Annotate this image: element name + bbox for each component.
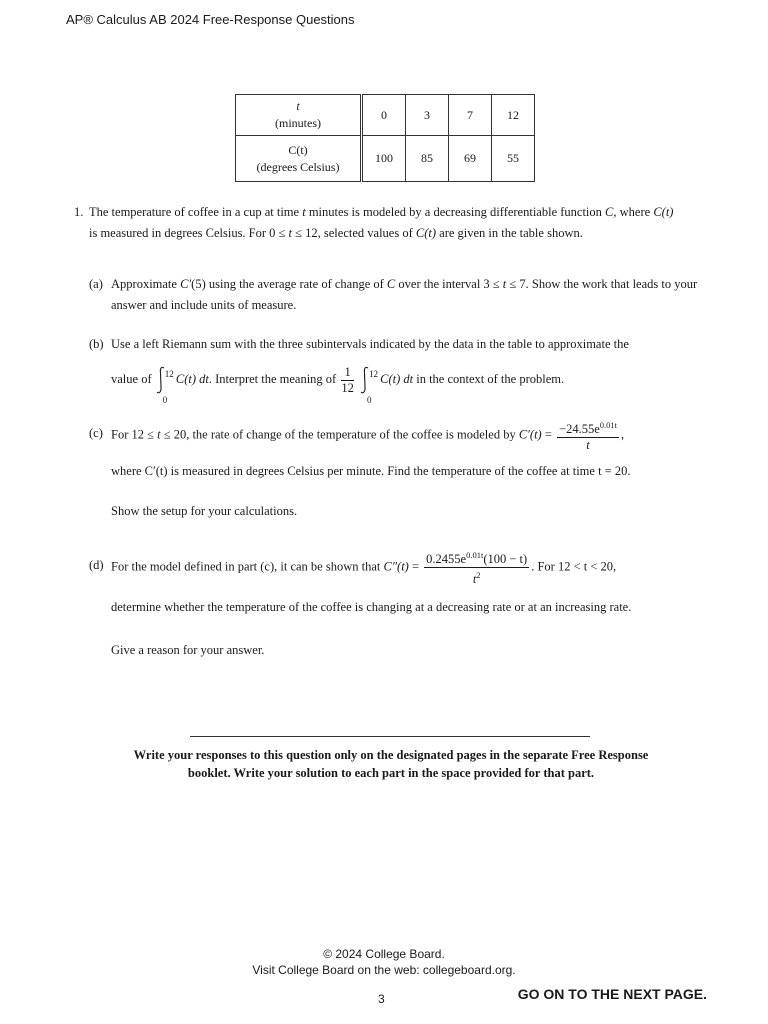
- part-c-line3: Show the setup for your calculations.: [111, 504, 298, 518]
- part-c-text: For 12 ≤ t ≤ 20, the rate of change of the temperature of the coffee is modeled by C′(t) = $\frac{-24.55e^{0.01t}}{t}$ ,: [111, 420, 625, 453]
- fraction-one-twelfth: $\frac{1}{12}$: [341, 364, 354, 395]
- header-title: AP® Calculus AB 2024 Free-Response Questions: [66, 12, 355, 27]
- fraction-c-double-prime: $\frac{0.2455e^{0.01t}(100 - t)}{t^2}$: [426, 550, 528, 587]
- table-cell-t-2: 7: [449, 95, 492, 136]
- table-header-c: [236, 136, 362, 182]
- t-unit: (minutes): [275, 116, 321, 130]
- t-label: t: [296, 99, 300, 113]
- table-cell-t-3: 12: [492, 95, 535, 136]
- part-c-line2: where C′(t) is measured in degrees Celsius per minute. Find the temperature of the coffee at time t = 20.: [111, 464, 631, 478]
- table-cell-c-0: 100: [362, 136, 406, 182]
- part-d-line2: determine whether the temperature of the coffee is changing at a decreasing rate or at an increasing rate.: [111, 600, 632, 614]
- table-cell-c-1: 85: [406, 136, 449, 182]
- part-d: [89, 548, 699, 587]
- part-b-line2: value of 12 0 C(t) dt. Interpret the meaning of $\frac{1}{12}$ 12 0 C(t) dt in the context of the problem.: [111, 364, 565, 406]
- fraction-c-prime: $\frac{-24.55e^{0.01t}}{t}$: [559, 420, 617, 453]
- footer-copyright: [0, 946, 768, 978]
- copyright-text: © 2024 College Board.: [323, 947, 445, 961]
- question-intro: [74, 202, 684, 244]
- question-number: 1.: [74, 205, 84, 219]
- part-c-label: (c): [89, 426, 103, 440]
- table-cell-t-1: 3: [406, 95, 449, 136]
- table-header-t: [236, 95, 362, 136]
- integral-sign: 12 0: [155, 365, 173, 395]
- table-cell-c-3: 55: [492, 136, 535, 182]
- note-line-1: Write your responses to this question only on the designated pages in the separate Free Response: [133, 748, 649, 762]
- c-unit: (degrees Celsius): [256, 159, 340, 174]
- table-row-c: [236, 136, 535, 182]
- c-label: C(t): [288, 142, 308, 157]
- visit-text: Visit College Board on the web: collegeboard.org.: [252, 963, 516, 977]
- part-a-label: (a): [89, 277, 103, 291]
- page-header: [66, 12, 355, 27]
- integral-sign-2: 12 0: [359, 365, 377, 395]
- data-table: [235, 94, 535, 182]
- part-b-label: (b): [89, 337, 104, 351]
- instructions-note: [96, 746, 686, 782]
- part-a: [89, 274, 699, 316]
- part-b-text: Use a left Riemann sum with the three subintervals indicated by the data in the table to approximate the: [111, 337, 629, 351]
- table-row-t: [236, 95, 535, 136]
- part-a-text: Approximate C′(5) using the average rate of change of C over the interval 3 ≤ t ≤ 7. Show the work that leads to your answer and include units of measure.: [111, 277, 698, 312]
- part-c: [89, 418, 699, 453]
- part-d-label: (d): [89, 558, 104, 572]
- next-page-label: GO ON TO THE NEXT PAGE.: [517, 986, 707, 1002]
- part-d-line3: Give a reason for your answer.: [111, 643, 265, 657]
- divider-rule: [190, 736, 590, 737]
- table-cell-t-0: 0: [362, 95, 406, 136]
- table-cell-c-2: 69: [449, 136, 492, 182]
- question-intro-text: The temperature of coffee in a cup at time t minutes is modeled by a decreasing differentiable function C, where C(t) is measured in degrees Celsius. For 0 ≤ t ≤ 12, selected values of C(t) are given in the table shown.: [89, 205, 674, 240]
- page-number: 3: [378, 992, 385, 1006]
- part-b: [89, 334, 699, 355]
- note-line-2: booklet. Write your solution to each part in the space provided for that part.: [187, 766, 595, 780]
- part-d-text: For the model defined in part (c), it can be shown that C″(t) = $\frac{0.2455e^{0.01t}(100 - t)}{t^2}$ . For 12 < t < 20,: [111, 550, 617, 587]
